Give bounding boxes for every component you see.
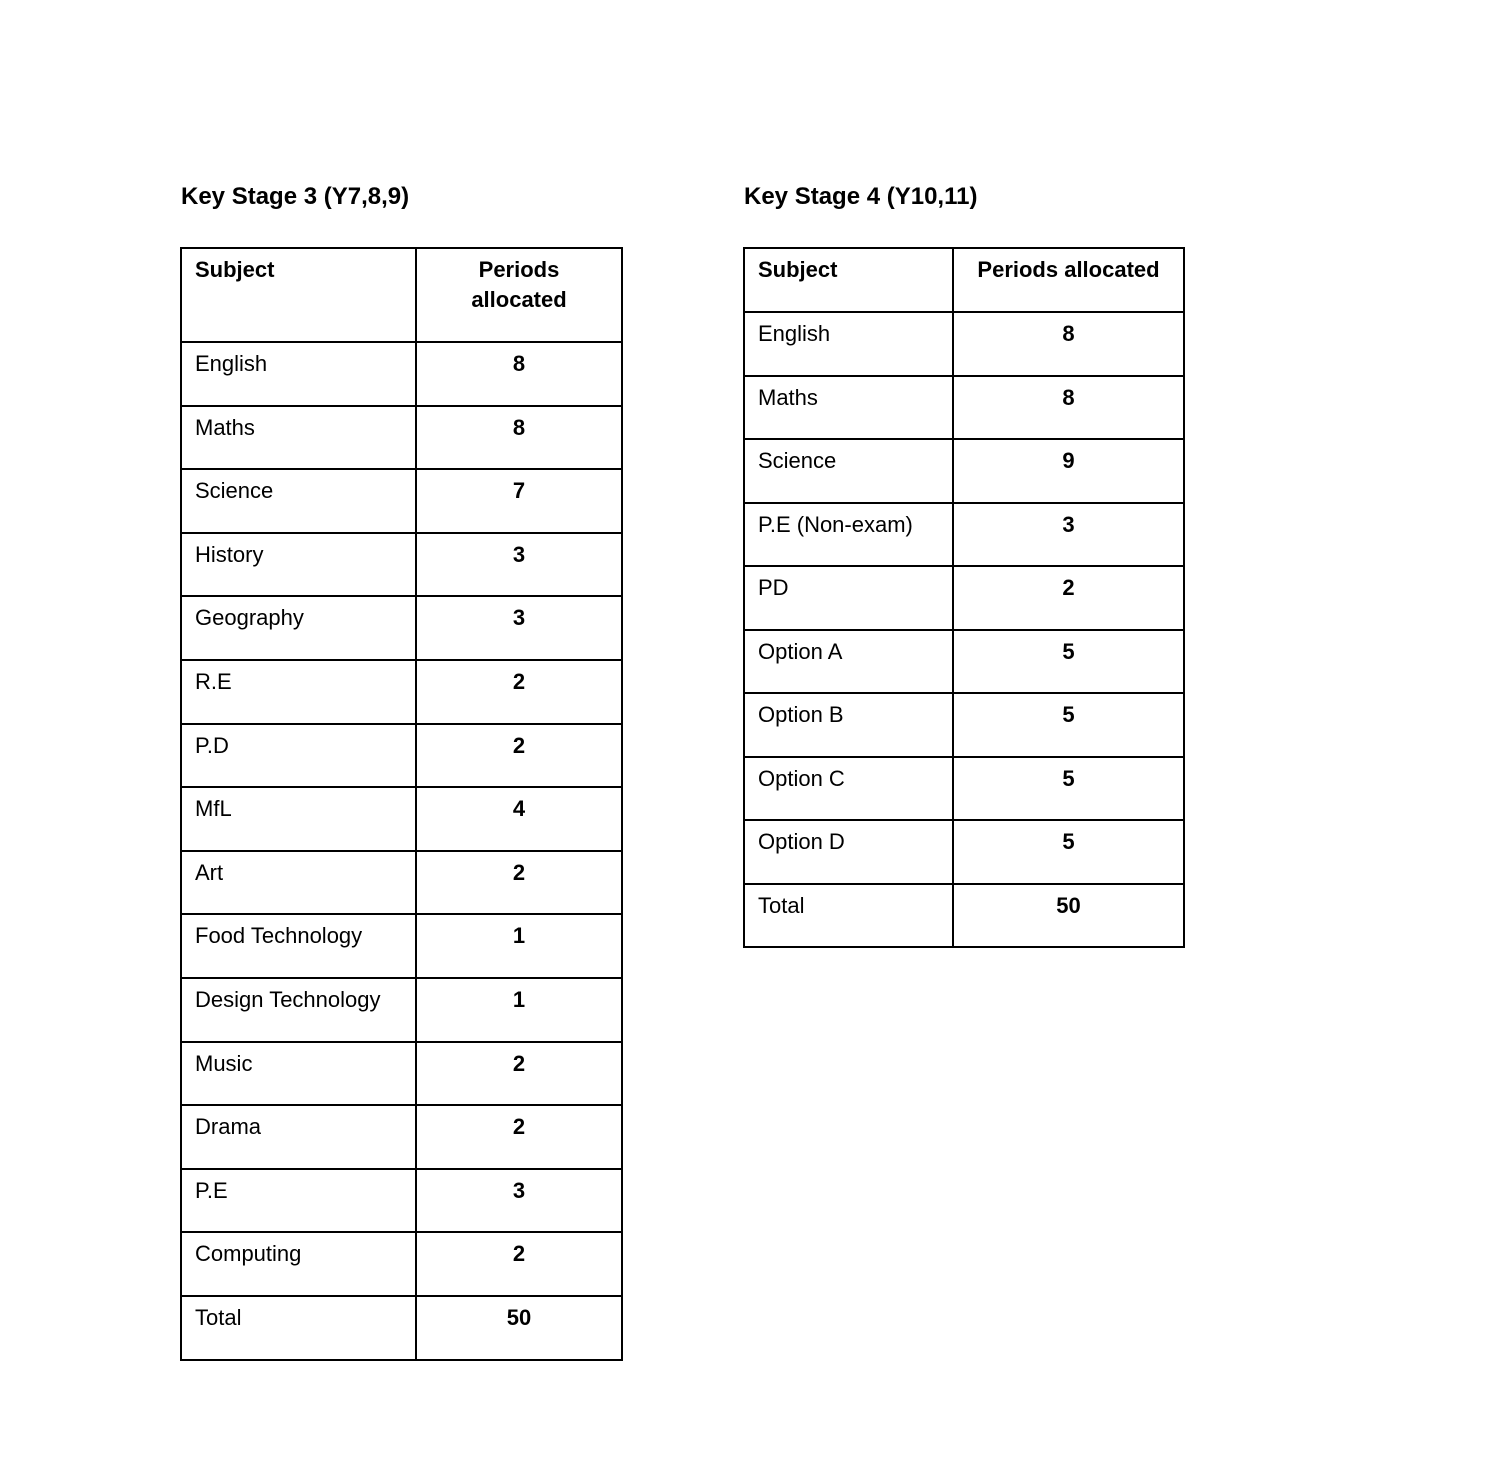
- table-header-row: [744, 248, 1184, 312]
- periods-cell: 9: [953, 439, 1184, 503]
- subject-cell: Science: [181, 469, 416, 533]
- periods-cell: 7: [416, 469, 622, 533]
- periods-column-header: Periods allocated: [416, 248, 622, 342]
- periods-cell: 2: [416, 1232, 622, 1296]
- table-row: [181, 469, 622, 533]
- table-row: [181, 914, 622, 978]
- periods-cell: 2: [416, 1105, 622, 1169]
- periods-cell: 2: [953, 566, 1184, 630]
- table-row: [181, 406, 622, 470]
- periods-cell: 5: [953, 630, 1184, 694]
- ks3-heading: Key Stage 3 (Y7,8,9): [181, 183, 410, 210]
- subject-cell: Music: [181, 1042, 416, 1106]
- table-row: [181, 1232, 622, 1296]
- periods-cell: 3: [953, 503, 1184, 567]
- table-row: [744, 312, 1184, 376]
- subject-cell: English: [181, 342, 416, 406]
- periods-cell: 2: [416, 851, 622, 915]
- table-row: [744, 693, 1184, 757]
- subject-cell: Total: [181, 1296, 416, 1360]
- subject-cell: Design Technology: [181, 978, 416, 1042]
- subject-cell: Maths: [744, 376, 953, 440]
- subject-cell: P.E: [181, 1169, 416, 1233]
- table-header-row: [181, 248, 622, 342]
- periods-cell: 1: [416, 914, 622, 978]
- periods-cell: 8: [953, 312, 1184, 376]
- subject-cell: Option B: [744, 693, 953, 757]
- table-row: [744, 820, 1184, 884]
- table-row: [181, 724, 622, 788]
- periods-cell: 2: [416, 1042, 622, 1106]
- subject-cell: PD: [744, 566, 953, 630]
- subject-cell: Geography: [181, 596, 416, 660]
- subject-cell: Food Technology: [181, 914, 416, 978]
- subject-cell: Drama: [181, 1105, 416, 1169]
- periods-cell: 3: [416, 596, 622, 660]
- periods-cell: 8: [416, 406, 622, 470]
- subject-cell: Option A: [744, 630, 953, 694]
- subject-cell: English: [744, 312, 953, 376]
- table-row: [181, 787, 622, 851]
- periods-cell: 1: [416, 978, 622, 1042]
- table-row: [181, 1169, 622, 1233]
- subject-cell: Option D: [744, 820, 953, 884]
- periods-cell: 3: [416, 1169, 622, 1233]
- subject-cell: Maths: [181, 406, 416, 470]
- subject-cell: Art: [181, 851, 416, 915]
- table-row: [181, 1105, 622, 1169]
- table-row: [181, 978, 622, 1042]
- table-row: [181, 596, 622, 660]
- ks3-periods-table: [180, 247, 623, 1361]
- total-row: [744, 884, 1184, 948]
- subject-column-header: Subject: [181, 248, 416, 342]
- periods-cell: 8: [416, 342, 622, 406]
- periods-column-header: Periods allocated: [953, 248, 1184, 312]
- table-row: [744, 439, 1184, 503]
- table-row: [181, 851, 622, 915]
- total-row: [181, 1296, 622, 1360]
- periods-cell: 50: [953, 884, 1184, 948]
- table-row: [181, 1042, 622, 1106]
- ks4-periods-table: [743, 247, 1185, 948]
- periods-cell: 4: [416, 787, 622, 851]
- periods-cell: 2: [416, 660, 622, 724]
- subject-cell: History: [181, 533, 416, 597]
- periods-cell: 5: [953, 693, 1184, 757]
- subject-cell: Science: [744, 439, 953, 503]
- table-row: [181, 660, 622, 724]
- subject-cell: MfL: [181, 787, 416, 851]
- table-row: [744, 503, 1184, 567]
- periods-cell: 50: [416, 1296, 622, 1360]
- periods-cell: 8: [953, 376, 1184, 440]
- periods-cell: 5: [953, 757, 1184, 821]
- table-row: [181, 533, 622, 597]
- ks4-heading: Key Stage 4 (Y10,11): [744, 183, 978, 210]
- subject-cell: R.E: [181, 660, 416, 724]
- subject-cell: P.E (Non-exam): [744, 503, 953, 567]
- subject-cell: Total: [744, 884, 953, 948]
- table-row: [744, 566, 1184, 630]
- subject-cell: P.D: [181, 724, 416, 788]
- subject-cell: Computing: [181, 1232, 416, 1296]
- table-row: [181, 342, 622, 406]
- subject-column-header: Subject: [744, 248, 953, 312]
- periods-cell: 2: [416, 724, 622, 788]
- periods-cell: 3: [416, 533, 622, 597]
- periods-cell: 5: [953, 820, 1184, 884]
- table-row: [744, 630, 1184, 694]
- subject-cell: Option C: [744, 757, 953, 821]
- table-row: [744, 376, 1184, 440]
- table-row: [744, 757, 1184, 821]
